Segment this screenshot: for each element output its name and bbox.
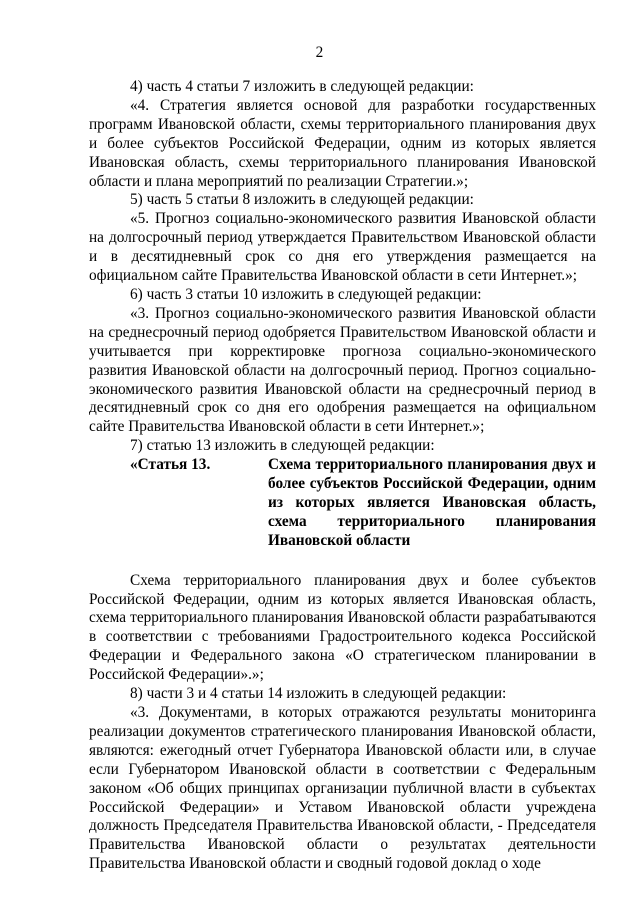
paragraph-quote-5: «5. Прогноз социально-экономического развития Ивановской области на долгосрочный период утверждается Правительством Ивановской области и в десятидневный срок со дня его утверждения размещается на официальном сайте Правительства Ивановской области в сети Интернет.»; (89, 210, 596, 285)
paragraph-quote-3: «3. Прогноз социально-экономического развития Ивановской области на среднесрочный период одобряется Правительством Ивановской области и учитывается при корректировке прогноза социально-экономического развития Ивановской области на долгосрочный период. Прогноз социально-экономического развития Ивановской области на среднесрочный период в десятидневный срок со дня его одобрения размещается на официальном сайте Правительства Ивановской области в сети Интернет.»; (89, 304, 596, 436)
page-number: 2 (315, 44, 324, 61)
paragraph-amend-5: 5) часть 5 статьи 8 изложить в следующей редакции: (130, 191, 474, 209)
paragraph-quote-4: «4. Стратегия является основой для разработки государственных программ Ивановской области, схемы территориального планирования двух и более субъектов Российской Федерации, одним из которых является Ивановская область, схемы территориального планирования Ивановской области и плана мероприятий по реализации Стратегии.»; (89, 96, 596, 190)
paragraph-amend-8: 8) части 3 и 4 статьи 14 изложить в следующей редакции: (130, 685, 507, 703)
document-body (89, 44, 596, 874)
article-title: Схема территориального планирования двух и более субъектов Российской Федерации, одним из которых является Ивановская область, схема территориального планирования Ивановской области (268, 456, 596, 549)
paragraph-amend-4: 4) часть 4 статьи 7 изложить в следующей редакции: (130, 78, 474, 95)
article-number: «Статья 13. (130, 456, 211, 474)
paragraph-amend-7: 7) статью 13 изложить в следующей редакции: (130, 437, 435, 455)
article-heading (89, 456, 596, 551)
paragraph-scheme: Схема территориального планирования двух и более субъектов Российской Федерации, одним из которых является Ивановская область, схема территориального планирования Ивановской области разрабатываются в соответствии с требованиями Градостроительного кодекса Российской Федерации и Федерального закона «О стратегическом планировании в Российской Федерации».»; (89, 571, 596, 684)
paragraph-amend-6: 6) часть 3 статьи 10 изложить в следующей редакции: (130, 285, 482, 303)
paragraph-quote-monitoring: «3. Документами, в которых отражаются результаты мониторинга реализации документов стратегического планирования Ивановской области, являются: ежегодный отчет Губернатора Ивановской области или, в случае если Губернатором Ивановской области в соответствии с Федеральным законом «Об общих принципах организации публичной власти в субъектах Российской Федерации» и Уставом Ивановской области учреждена должность Председателя Правительства Ивановской области, - Председателя Правительства Ивановской области о результатах деятельности Правительства Ивановской области и сводный годовой доклад о ходе (89, 704, 596, 873)
